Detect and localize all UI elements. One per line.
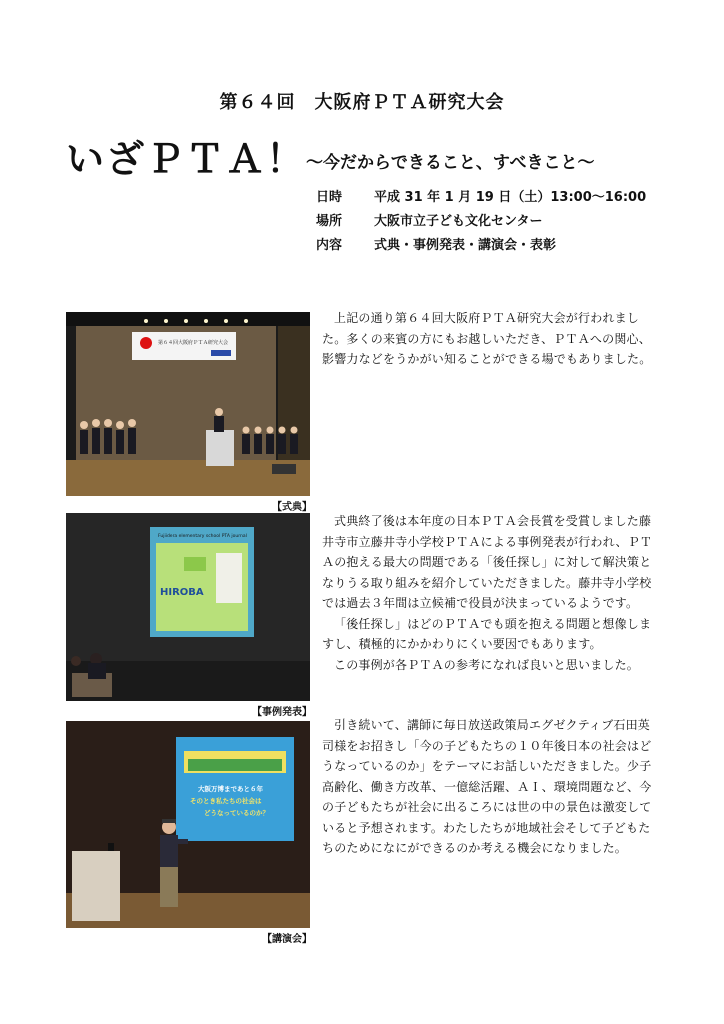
paragraph: 引き続いて、講師に毎日放送政策局エグゼクティブ石田英司様をお招きし「今の子どもたちの１０年後日本の社会はどうなっているのか」をテーマにお話しいただきました。少子高齢化、働き方改革、一億総活躍、ＡＩ、環境問題など、今の子どもたちが社会に出るころには世の中の景色は激変していると予想されます。わたしたちが地域社会そして子どもたちのためになにができるのか考える機会になりました。 (322, 718, 652, 855)
lecture-slide-line1: 大阪万博まであと６年 (198, 785, 263, 793)
lecture-text (322, 715, 662, 859)
event-info (316, 186, 646, 258)
case-presentation-text (322, 511, 662, 675)
info-value: 式典・事例発表・講演会・表彰 (374, 238, 557, 253)
paragraph: 式典終了後は本年度の日本ＰＴＡ会長賞を受賞しました藤井寺市立藤井寺小学校ＰＴＡによる事例発表が行われ、ＰＴＡの抱える最大の問題である「後任探し」に対して解決策となりうる取り組みを紹介していただきました。藤井寺小学校では過去３年間は立候補で役員が決まっているようです。 (322, 514, 653, 610)
ceremony-photo (66, 312, 310, 496)
info-row-content (316, 234, 646, 258)
ceremony-caption: 【式典】 (272, 502, 312, 513)
sub-title: ～今だからできること、すべきこと～ (306, 153, 595, 173)
info-value: 平成 31 年 1 月 19 日（土）13:00～16:00 (374, 190, 647, 205)
lecture-photo (66, 721, 310, 928)
info-label: 日時 (316, 190, 343, 205)
paragraph: 「後任探し」はどのＰＴＡでも頭を抱える問題と想像しますし、積極的にかかわりにくい要因でもあります。 (322, 616, 652, 651)
info-row-place (316, 210, 646, 234)
info-row-date (316, 186, 646, 210)
case-presentation-caption: 【事例発表】 (252, 707, 312, 718)
banner-text: 第６４回大阪府ＰＴＡ研究大会 (158, 340, 229, 346)
slide-logo: HIROBA (160, 587, 204, 598)
slide-heading: Fujiidera elementary school PTA journal (158, 534, 247, 539)
ceremony-text (322, 308, 662, 370)
case-presentation-photo (66, 513, 310, 701)
info-label: 場所 (316, 214, 343, 229)
paragraph: この事例が各ＰＴＡの参考になれば良いと思いました。 (334, 657, 640, 672)
lecture-slide-line3: どうなっているのか？ (204, 809, 269, 817)
lecture-slide-line2: そのとき私たちの社会は (190, 797, 262, 805)
main-title: いざＰＴＡ！ (66, 137, 307, 181)
paragraph: 上記の通り第６４回大阪府ＰＴＡ研究大会が行われました。多くの来賓の方にもお越しいただき、ＰＴＡへの関心、影響力などをうかがい知ることができる場でもありました。 (322, 311, 652, 366)
lecture-caption: 【講演会】 (262, 934, 312, 945)
page-heading: 第６４回 大阪府ＰＴＡ研究大会 (219, 92, 505, 113)
info-value: 大阪市立子ども文化センター (374, 214, 543, 229)
info-label: 内容 (316, 238, 343, 253)
